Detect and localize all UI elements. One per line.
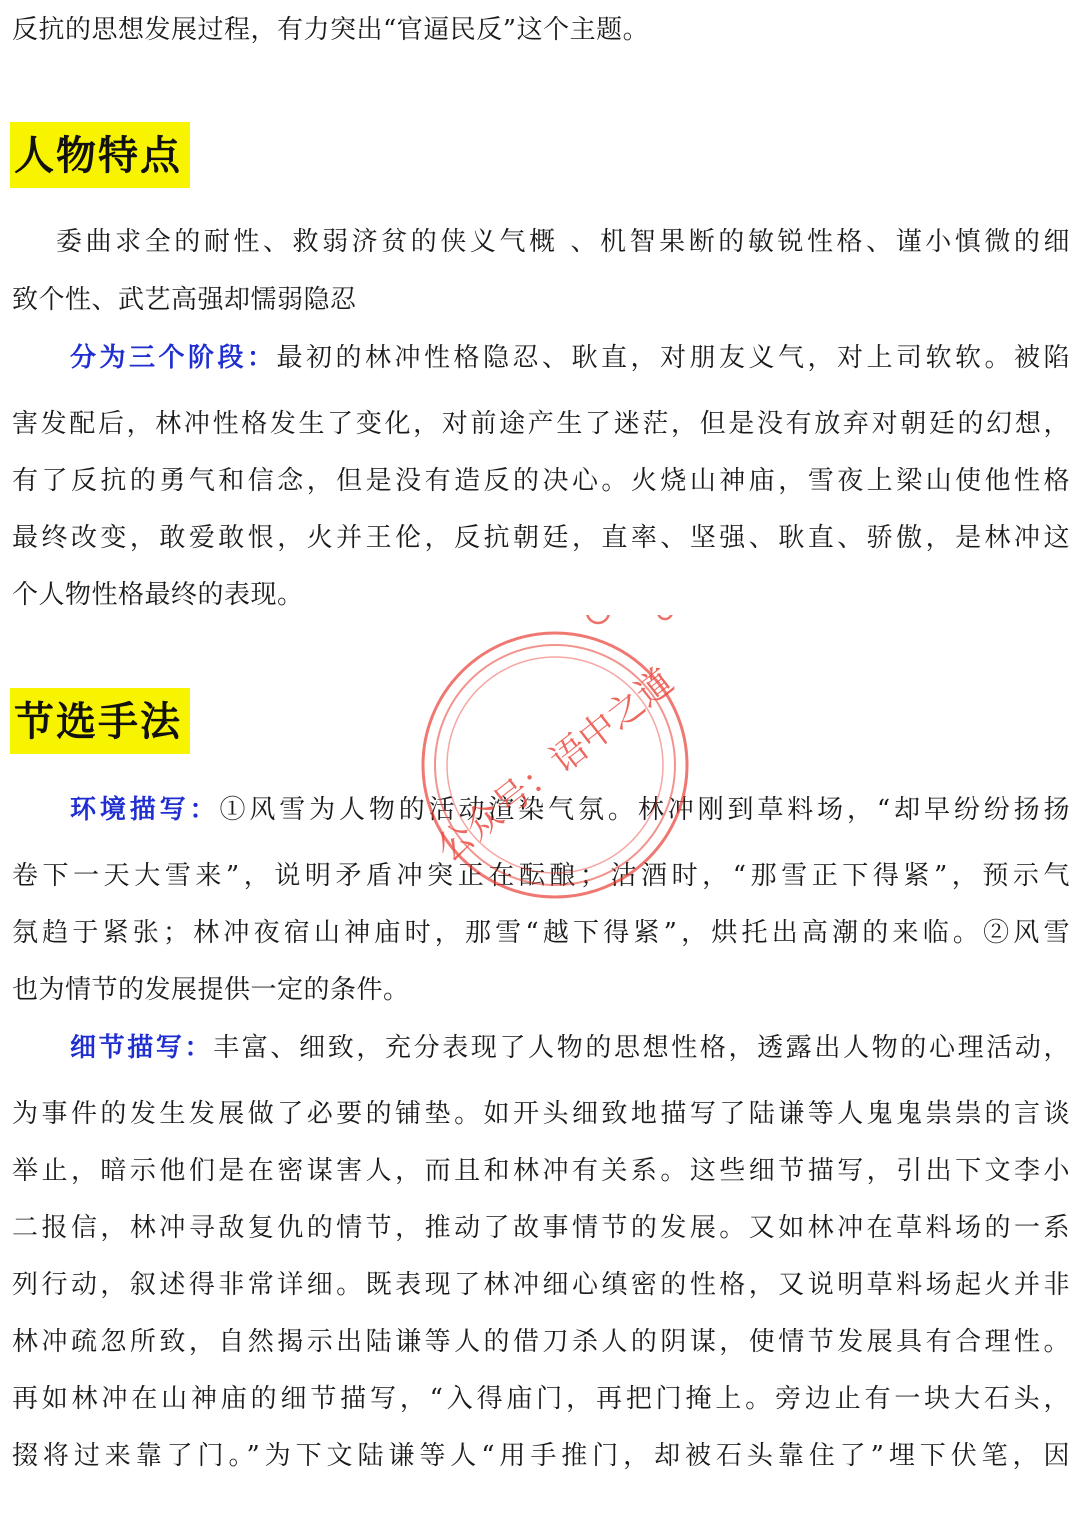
stages-paragraph-line: 最终改变，敢爱敢恨，火并王伦，反抗朝廷，直率、坚强、耿直、骄傲，是林冲这 [12, 523, 1070, 553]
detail-paragraph-line: 举止，暗示他们是在密谋害人，而且和林冲有关系。这些细节描写，引出下文李小 [12, 1156, 1070, 1186]
stages-paragraph-line [70, 340, 1070, 376]
intro-tail-line: 反抗的思想发展过程，有力突出“官逼民反”这个主题。 [12, 15, 650, 45]
env-paragraph-line: 卷下一天大雪来”，说明矛盾冲突正在酝酿；沽酒时，“那雪正下得紧”，预示气 [12, 861, 1070, 891]
traits-paragraph-line: 委曲求全的耐性、救弱济贫的侠义气概 、机智果断的敏锐性格、谨小慎微的细 [56, 227, 1070, 257]
stages-text: 最初的林冲性格隐忍、耿直，对朋友义气，对上司软软。被陷 [276, 343, 1070, 373]
env-paragraph-line: 也为情节的发展提供一定的条件。 [12, 975, 410, 1005]
env-paragraph-line: 氛趋于紧张；林冲夜宿山神庙时，那雪“越下得紧”，烘托出高潮的来临。②风雪 [12, 918, 1070, 948]
detail-text: 丰富、细致，充分表现了人物的思想性格，透露出人物的心理活动， [213, 1033, 1070, 1063]
traits-paragraph-line: 致个性、武艺高强却懦弱隐忍 [12, 285, 357, 315]
env-paragraph-line [70, 792, 1070, 828]
env-text: ①风雪为人物的活动渲染气氛。林冲刚到草料场，“却早纷纷扬扬 [219, 795, 1070, 825]
section-heading-techniques: 节选手法 [10, 688, 190, 754]
detail-label: 细节描写： [70, 1033, 214, 1063]
detail-paragraph-line: 为事件的发生发展做了必要的铺垫。如开头细致地描写了陆谦等人鬼鬼祟祟的言谈 [12, 1099, 1070, 1129]
watermark-text: 公众号：语中之道 [429, 660, 682, 871]
detail-paragraph-line: 掇将过来靠了门。”为下文陆谦等人“用手推门，却被石头靠住了”埋下伏笔，因 [12, 1441, 1070, 1471]
env-label: 环境描写： [70, 795, 220, 825]
detail-paragraph-line: 再如林冲在山神庙的细节描写，“入得庙门，再把门掩上。旁边止有一块大石头， [12, 1384, 1070, 1414]
stages-label: 分为三个阶段： [70, 343, 277, 373]
section-heading-character-traits: 人物特点 [10, 122, 190, 188]
stages-paragraph-line: 有了反抗的勇气和信念，但是没有造反的决心。火烧山神庙，雪夜上梁山使他性格 [12, 466, 1070, 496]
stages-paragraph-line: 个人物性格最终的表现。 [12, 580, 304, 610]
detail-paragraph-line: 林冲疏忽所致，自然揭示出陆谦等人的借刀杀人的阴谋，使情节发展具有合理性。 [12, 1327, 1070, 1357]
detail-paragraph-line: 列行动，叙述得非常详细。既表现了林冲细心缜密的性格，又说明草料场起火并非 [12, 1270, 1070, 1300]
stages-paragraph-line: 害发配后，林冲性格发生了变化，对前途产生了迷茫，但是没有放弃对朝廷的幻想， [12, 409, 1070, 439]
detail-paragraph-line [70, 1030, 1070, 1066]
detail-paragraph-line: 二报信，林冲寻敌复仇的情节，推动了故事情节的发展。又如林冲在草料场的一系 [12, 1213, 1070, 1243]
